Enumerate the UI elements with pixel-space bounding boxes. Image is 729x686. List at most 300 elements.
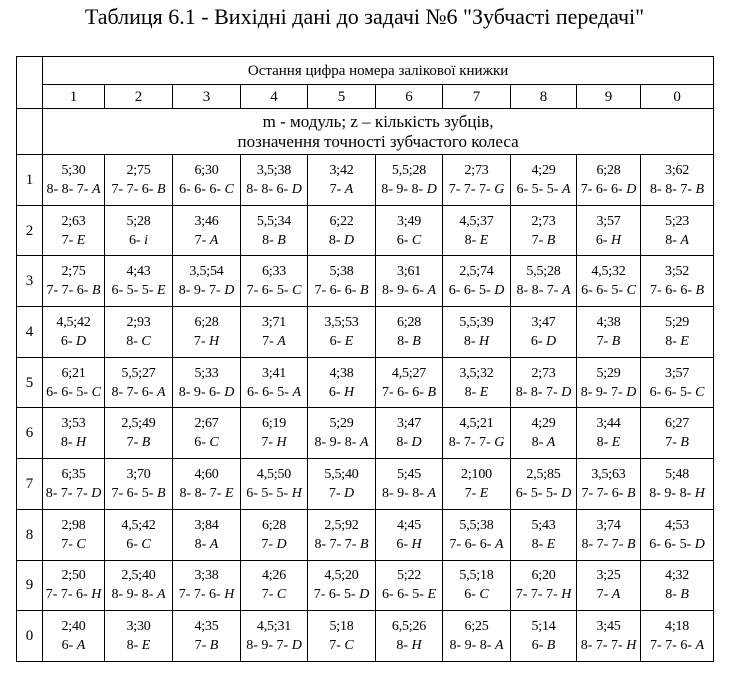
mating-type-letter: B [209, 638, 219, 654]
mating-type-letter: B [695, 283, 705, 299]
accuracy-designation [376, 636, 442, 655]
table-cell [641, 509, 714, 560]
table-cell [43, 205, 105, 256]
accuracy-designation [43, 231, 104, 250]
table-cell [443, 611, 511, 662]
table-cell [376, 560, 443, 611]
accuracy-degrees: 8- 9- 6- [178, 384, 225, 400]
accuracy-designation [43, 383, 104, 402]
accuracy-degrees: 6- 6- 5- [649, 384, 696, 400]
module-teeth-value: 3;30 [126, 619, 151, 635]
mating-type-letter: E [344, 333, 354, 349]
accuracy-degrees: 7- 7- 7- [515, 587, 562, 603]
module-teeth-value: 3;71 [261, 314, 287, 330]
accuracy-designation [641, 585, 713, 604]
accuracy-designation [443, 535, 510, 554]
accuracy-designation [376, 535, 442, 554]
mating-type-letter: D [494, 283, 505, 299]
accuracy-designation [173, 484, 240, 503]
module-teeth-value: 3;61 [396, 264, 422, 280]
module-teeth-value: 3;47 [396, 416, 422, 432]
mating-type-letter: A [359, 435, 369, 451]
module-teeth-value: 5;38 [329, 264, 354, 280]
table-cell [105, 155, 173, 206]
accuracy-designation [241, 636, 307, 655]
table-cell [173, 205, 241, 256]
module-teeth-value: 3;38 [194, 568, 219, 584]
module-teeth-value: 5;29 [329, 416, 354, 432]
mating-type-letter: D [626, 384, 637, 400]
mating-type-letter: A [156, 587, 166, 603]
module-teeth-value: 2;63 [61, 213, 86, 229]
module-teeth-value: 3,5;54 [189, 264, 224, 280]
mating-type-letter: A [292, 384, 302, 400]
accuracy-degrees: 6- [531, 638, 547, 654]
mating-type-letter: D [426, 181, 437, 197]
header-group-row [17, 57, 714, 85]
module-teeth-value: 5,5;28 [391, 162, 427, 178]
mating-type-letter: A [209, 536, 219, 552]
mating-type-letter: D [91, 485, 102, 501]
mating-type-letter: E [479, 232, 489, 248]
module-teeth-value: 2,5;49 [121, 416, 156, 432]
accuracy-designation [43, 332, 104, 351]
mating-type-letter: D [546, 333, 557, 349]
module-teeth-value: 5,5;39 [459, 314, 494, 330]
table-cell [241, 560, 308, 611]
accuracy-designation [173, 281, 240, 300]
accuracy-designation [173, 383, 240, 402]
accuracy-degrees: 7- 6- 6- [449, 536, 495, 552]
table-cell [241, 205, 308, 256]
accuracy-designation [376, 484, 442, 503]
accuracy-designation [511, 281, 576, 300]
accuracy-degrees: 7- [665, 435, 681, 451]
mating-type-letter: A [494, 638, 504, 654]
module-teeth-value: 4;26 [261, 568, 287, 584]
module-teeth-value: 4,5;37 [459, 213, 494, 229]
accuracy-degrees: 8- [126, 333, 142, 349]
table-cell [577, 357, 641, 408]
accuracy-designation [105, 383, 172, 402]
row-label: 7 [17, 459, 43, 510]
mating-type-letter: E [611, 435, 621, 451]
accuracy-degrees: 8- [596, 435, 612, 451]
accuracy-degrees: 8- 7- 7- [448, 435, 495, 451]
accuracy-degrees: 8- [463, 333, 480, 349]
table-cell [241, 357, 308, 408]
accuracy-degrees: 8- 9- 7- [246, 638, 292, 654]
accuracy-degrees: 6- 5- 5- [516, 181, 562, 197]
module-teeth-value: 2;100 [461, 466, 492, 482]
module-teeth-value: 5;48 [665, 466, 690, 482]
module-teeth-value: 2;73 [531, 365, 556, 381]
module-teeth-value: 3;84 [194, 517, 219, 533]
table-cell [577, 307, 641, 358]
module-teeth-value: 6;21 [61, 365, 86, 381]
module-teeth-value: 2,5;92 [324, 517, 359, 533]
accuracy-degrees: 8- [531, 435, 547, 451]
accuracy-degrees: 8- [464, 232, 480, 248]
accuracy-designation [105, 484, 172, 503]
column-header-2: 2 [105, 85, 173, 109]
row-label: 2 [17, 205, 43, 256]
table-cell [308, 357, 376, 408]
table-cell [173, 155, 241, 206]
module-teeth-value: 3;57 [665, 365, 690, 381]
accuracy-designation [105, 535, 172, 554]
table-cell [511, 256, 577, 307]
accuracy-designation [577, 231, 640, 250]
table-cell [105, 205, 173, 256]
description-line-1: m - модуль; z – кількість зубців, [262, 111, 494, 131]
accuracy-designation [241, 535, 307, 554]
table-cell [241, 256, 308, 307]
table-cell [308, 459, 376, 510]
mating-type-letter: H [411, 536, 422, 552]
table-cell [511, 611, 577, 662]
module-teeth-value: 6;27 [665, 416, 690, 432]
accuracy-designation [511, 231, 576, 250]
mating-type-letter: C [76, 536, 86, 552]
module-teeth-value: 2,5;40 [121, 568, 156, 584]
column-header-1: 1 [43, 85, 105, 109]
mating-type-letter: H [611, 232, 622, 248]
column-header-5: 5 [308, 85, 376, 109]
mating-type-letter: A [156, 384, 166, 400]
mating-type-letter: E [680, 333, 689, 349]
table-cell [308, 155, 376, 206]
mating-type-letter: A [76, 638, 86, 654]
accuracy-degrees: 8- 9- 8- [111, 587, 157, 603]
mating-type-letter: C [344, 638, 354, 654]
table-cell [308, 560, 376, 611]
module-teeth-value: 6;19 [261, 416, 287, 432]
accuracy-degrees: 7- [61, 536, 77, 552]
module-teeth-value: 5;18 [329, 619, 354, 635]
table-cell [577, 155, 641, 206]
table-cell [443, 357, 511, 408]
table-cell [641, 560, 714, 611]
table-cell [443, 205, 511, 256]
mating-type-letter: A [91, 181, 101, 197]
table-title: Таблиця 6.1 - Вихідні дані до задачі №6 "Зубчасті передачі" [84, 4, 645, 29]
module-teeth-value: 3;41 [261, 365, 287, 381]
accuracy-designation [43, 484, 104, 503]
accuracy-degrees: 6- 6- 5- [46, 384, 92, 400]
accuracy-designation [511, 585, 576, 604]
accuracy-degrees: 8- [60, 435, 77, 451]
table-cell [511, 560, 577, 611]
table-cell [577, 459, 641, 510]
accuracy-degrees: 8- [665, 232, 681, 248]
table-cell [376, 205, 443, 256]
row-label: 1 [17, 155, 43, 206]
mating-type-letter: H [276, 435, 287, 451]
table-cell [511, 357, 577, 408]
table-cell [43, 357, 105, 408]
module-teeth-value: 6;35 [61, 466, 86, 482]
accuracy-designation [43, 535, 104, 554]
accuracy-designation [105, 332, 172, 351]
module-teeth-value: 3,5;38 [256, 162, 292, 178]
table-cell [241, 307, 308, 358]
mating-type-letter: E [479, 485, 489, 501]
accuracy-degrees: 8- 7- 7- [581, 536, 627, 552]
mating-type-letter: B [427, 384, 437, 400]
table-cell [511, 509, 577, 560]
accuracy-designation [443, 433, 510, 452]
mating-type-letter: D [626, 181, 637, 197]
table-cell [577, 509, 641, 560]
module-teeth-value: 4,5;32 [591, 264, 626, 280]
table-cell [376, 611, 443, 662]
accuracy-designation [443, 231, 510, 250]
module-teeth-value: 3;42 [329, 162, 354, 178]
accuracy-degrees: 6- [128, 232, 145, 248]
mating-type-letter: D [291, 181, 302, 197]
accuracy-degrees: 7- 7- 7- [448, 181, 495, 197]
accuracy-degrees: 6- [126, 536, 142, 552]
module-teeth-value: 5,5;27 [121, 365, 156, 381]
accuracy-degrees: 7- [329, 638, 345, 654]
accuracy-degrees: 8- [665, 587, 681, 603]
description-row [17, 109, 714, 155]
accuracy-degrees: 6- 5- 5- [111, 283, 157, 299]
table-cell [105, 509, 173, 560]
table-cell [241, 611, 308, 662]
table-cell [641, 408, 714, 459]
module-teeth-value: 4,5;50 [256, 466, 292, 482]
accuracy-degrees: 6- [329, 333, 345, 349]
mating-type-letter: C [479, 587, 489, 603]
accuracy-degrees: 7- [194, 638, 210, 654]
mating-type-letter: B [359, 283, 369, 299]
accuracy-designation [511, 332, 576, 351]
accuracy-designation [443, 332, 510, 351]
module-teeth-value: 5,5;40 [324, 466, 359, 482]
table-cell [105, 459, 173, 510]
accuracy-degrees: 6- [194, 435, 210, 451]
module-teeth-value: 5;30 [61, 162, 86, 178]
accuracy-designation [641, 484, 713, 503]
mating-type-letter: A [277, 333, 286, 349]
header-group-label: Остання цифра номера залікової книжки [43, 57, 714, 85]
mating-type-letter: E [427, 587, 437, 603]
mating-type-letter: A [561, 283, 571, 299]
mating-type-letter: H [694, 485, 705, 501]
column-header-4: 4 [241, 85, 308, 109]
mating-type-letter: H [224, 587, 235, 603]
accuracy-designation [443, 180, 510, 199]
table-cell [577, 256, 641, 307]
table-cell [641, 307, 714, 358]
mating-type-letter: G [494, 181, 505, 197]
accuracy-degrees: 8- [464, 384, 480, 400]
table-cell [641, 205, 714, 256]
mating-type-letter: D [561, 384, 572, 400]
accuracy-degrees: 7- [531, 232, 547, 248]
accuracy-designation [577, 636, 640, 655]
accuracy-degrees: 7- 7- 6- [581, 485, 627, 501]
mating-type-letter: B [695, 181, 705, 197]
mating-type-letter: E [224, 485, 234, 501]
mating-type-letter: D [561, 485, 572, 501]
module-teeth-value: 3;45 [596, 619, 621, 635]
table-cell [308, 205, 376, 256]
table-cell [641, 459, 714, 510]
mating-type-letter: C [91, 384, 101, 400]
module-teeth-value: 4;38 [596, 314, 621, 330]
module-teeth-value: 3,5;63 [591, 466, 626, 482]
accuracy-designation [43, 433, 104, 452]
mating-type-letter: E [141, 638, 151, 654]
accuracy-designation [641, 535, 713, 554]
module-teeth-value: 6;22 [329, 213, 354, 229]
accuracy-degrees: 6- [396, 536, 412, 552]
accuracy-degrees: 7- [261, 587, 277, 603]
accuracy-designation [308, 636, 375, 655]
accuracy-degrees: 8- 9- 7- [580, 384, 627, 400]
accuracy-degrees: 6- 6- 5- [581, 283, 627, 299]
accuracy-designation [511, 484, 576, 503]
row-label: 8 [17, 509, 43, 560]
table-cell [443, 560, 511, 611]
row-label: 9 [17, 560, 43, 611]
mating-type-letter: H [291, 485, 302, 501]
accuracy-degrees: 7- [596, 333, 612, 349]
table-row [17, 357, 714, 408]
table-row [17, 307, 714, 358]
accuracy-degrees: 8- 9- 8- [649, 485, 695, 501]
table-cell [641, 357, 714, 408]
accuracy-degrees: 8- 8- 7- [179, 485, 225, 501]
table-row [17, 560, 714, 611]
module-teeth-value: 4;43 [126, 264, 151, 280]
accuracy-degrees: 8- 7- 7- [580, 638, 627, 654]
accuracy-degrees: 8- [396, 435, 412, 451]
table-cell [376, 408, 443, 459]
table-cell [376, 509, 443, 560]
accuracy-designation [641, 636, 713, 655]
module-teeth-value: 3;47 [531, 314, 556, 330]
table-cell [173, 459, 241, 510]
accuracy-degrees: 6- 6- 6- [179, 181, 225, 197]
module-teeth-value: 6;28 [396, 314, 422, 330]
table-cell [577, 611, 641, 662]
mating-type-letter: i [144, 232, 149, 248]
accuracy-designation [577, 281, 640, 300]
mating-type-letter: A [680, 232, 689, 248]
table-cell [577, 205, 641, 256]
module-teeth-value: 2;98 [61, 517, 86, 533]
accuracy-designation [641, 231, 713, 250]
module-teeth-value: 3;74 [596, 517, 621, 533]
accuracy-designation [241, 332, 307, 351]
module-teeth-value: 4;38 [329, 365, 354, 381]
mating-type-letter: H [76, 435, 87, 451]
data-table [16, 56, 714, 662]
mating-type-letter: A [695, 638, 705, 654]
table-cell [577, 408, 641, 459]
mating-type-letter: B [156, 181, 166, 197]
table-cell [173, 611, 241, 662]
mating-type-letter: B [626, 485, 636, 501]
accuracy-designation [577, 484, 640, 503]
accuracy-designation [43, 636, 104, 655]
accuracy-degrees: 8- 9- 8- [449, 638, 495, 654]
module-teeth-value: 6;28 [194, 314, 219, 330]
mating-type-letter: A [344, 181, 354, 197]
table-cell [43, 459, 105, 510]
table-cell [443, 256, 511, 307]
module-teeth-value: 4,5;20 [324, 568, 359, 584]
mating-type-letter: B [546, 232, 556, 248]
mating-type-letter: B [626, 536, 636, 552]
mating-type-letter: C [141, 333, 151, 349]
accuracy-degrees: 7- 6- 6- [580, 181, 627, 197]
mating-type-letter: A [546, 435, 556, 451]
accuracy-degrees: 8- [126, 638, 142, 654]
table-cell [376, 357, 443, 408]
accuracy-degrees: 7- [261, 435, 277, 451]
accuracy-designation [105, 636, 172, 655]
table-row [17, 408, 714, 459]
accuracy-designation [173, 636, 240, 655]
accuracy-designation [105, 180, 172, 199]
mating-type-letter: A [427, 283, 437, 299]
module-teeth-value: 2;50 [61, 568, 86, 584]
mating-type-letter: C [141, 536, 151, 552]
table-cell [43, 307, 105, 358]
module-teeth-value: 5,5;38 [459, 517, 494, 533]
module-teeth-value: 4;29 [531, 416, 556, 432]
table-cell [308, 256, 376, 307]
accuracy-designation [308, 231, 375, 250]
accuracy-designation [43, 180, 104, 199]
accuracy-designation [308, 383, 375, 402]
table-cell [105, 357, 173, 408]
row-label: 0 [17, 611, 43, 662]
table-row [17, 256, 714, 307]
table-cell [105, 611, 173, 662]
accuracy-degrees: 7- [262, 333, 278, 349]
module-teeth-value: 3,5;53 [324, 314, 359, 330]
table-cell [173, 256, 241, 307]
module-teeth-value: 4;35 [194, 619, 219, 635]
mating-type-letter: D [291, 638, 302, 654]
accuracy-designation [308, 535, 375, 554]
accuracy-designation [376, 332, 442, 351]
accuracy-degrees: 8- 9- 8- [314, 435, 360, 451]
accuracy-designation [241, 231, 307, 250]
accuracy-degrees: 7- 6- 6- [381, 384, 428, 400]
accuracy-degrees: 6- [595, 232, 612, 248]
accuracy-designation [511, 180, 576, 199]
accuracy-designation [641, 383, 713, 402]
mating-type-letter: C [695, 384, 705, 400]
accuracy-degrees: 7- 7- 6- [111, 181, 157, 197]
accuracy-degrees: 7- 6- 6- [314, 283, 360, 299]
accuracy-degrees: 8- 8- 6- [246, 181, 292, 197]
module-teeth-value: 2;40 [61, 619, 86, 635]
accuracy-degrees: 6- 5- 5- [246, 485, 292, 501]
module-teeth-value: 5;23 [665, 213, 690, 229]
mating-type-letter: A [611, 587, 621, 603]
module-teeth-value: 3;52 [665, 264, 690, 280]
accuracy-degrees: 6- [396, 232, 412, 248]
module-teeth-value: 4;29 [531, 162, 556, 178]
